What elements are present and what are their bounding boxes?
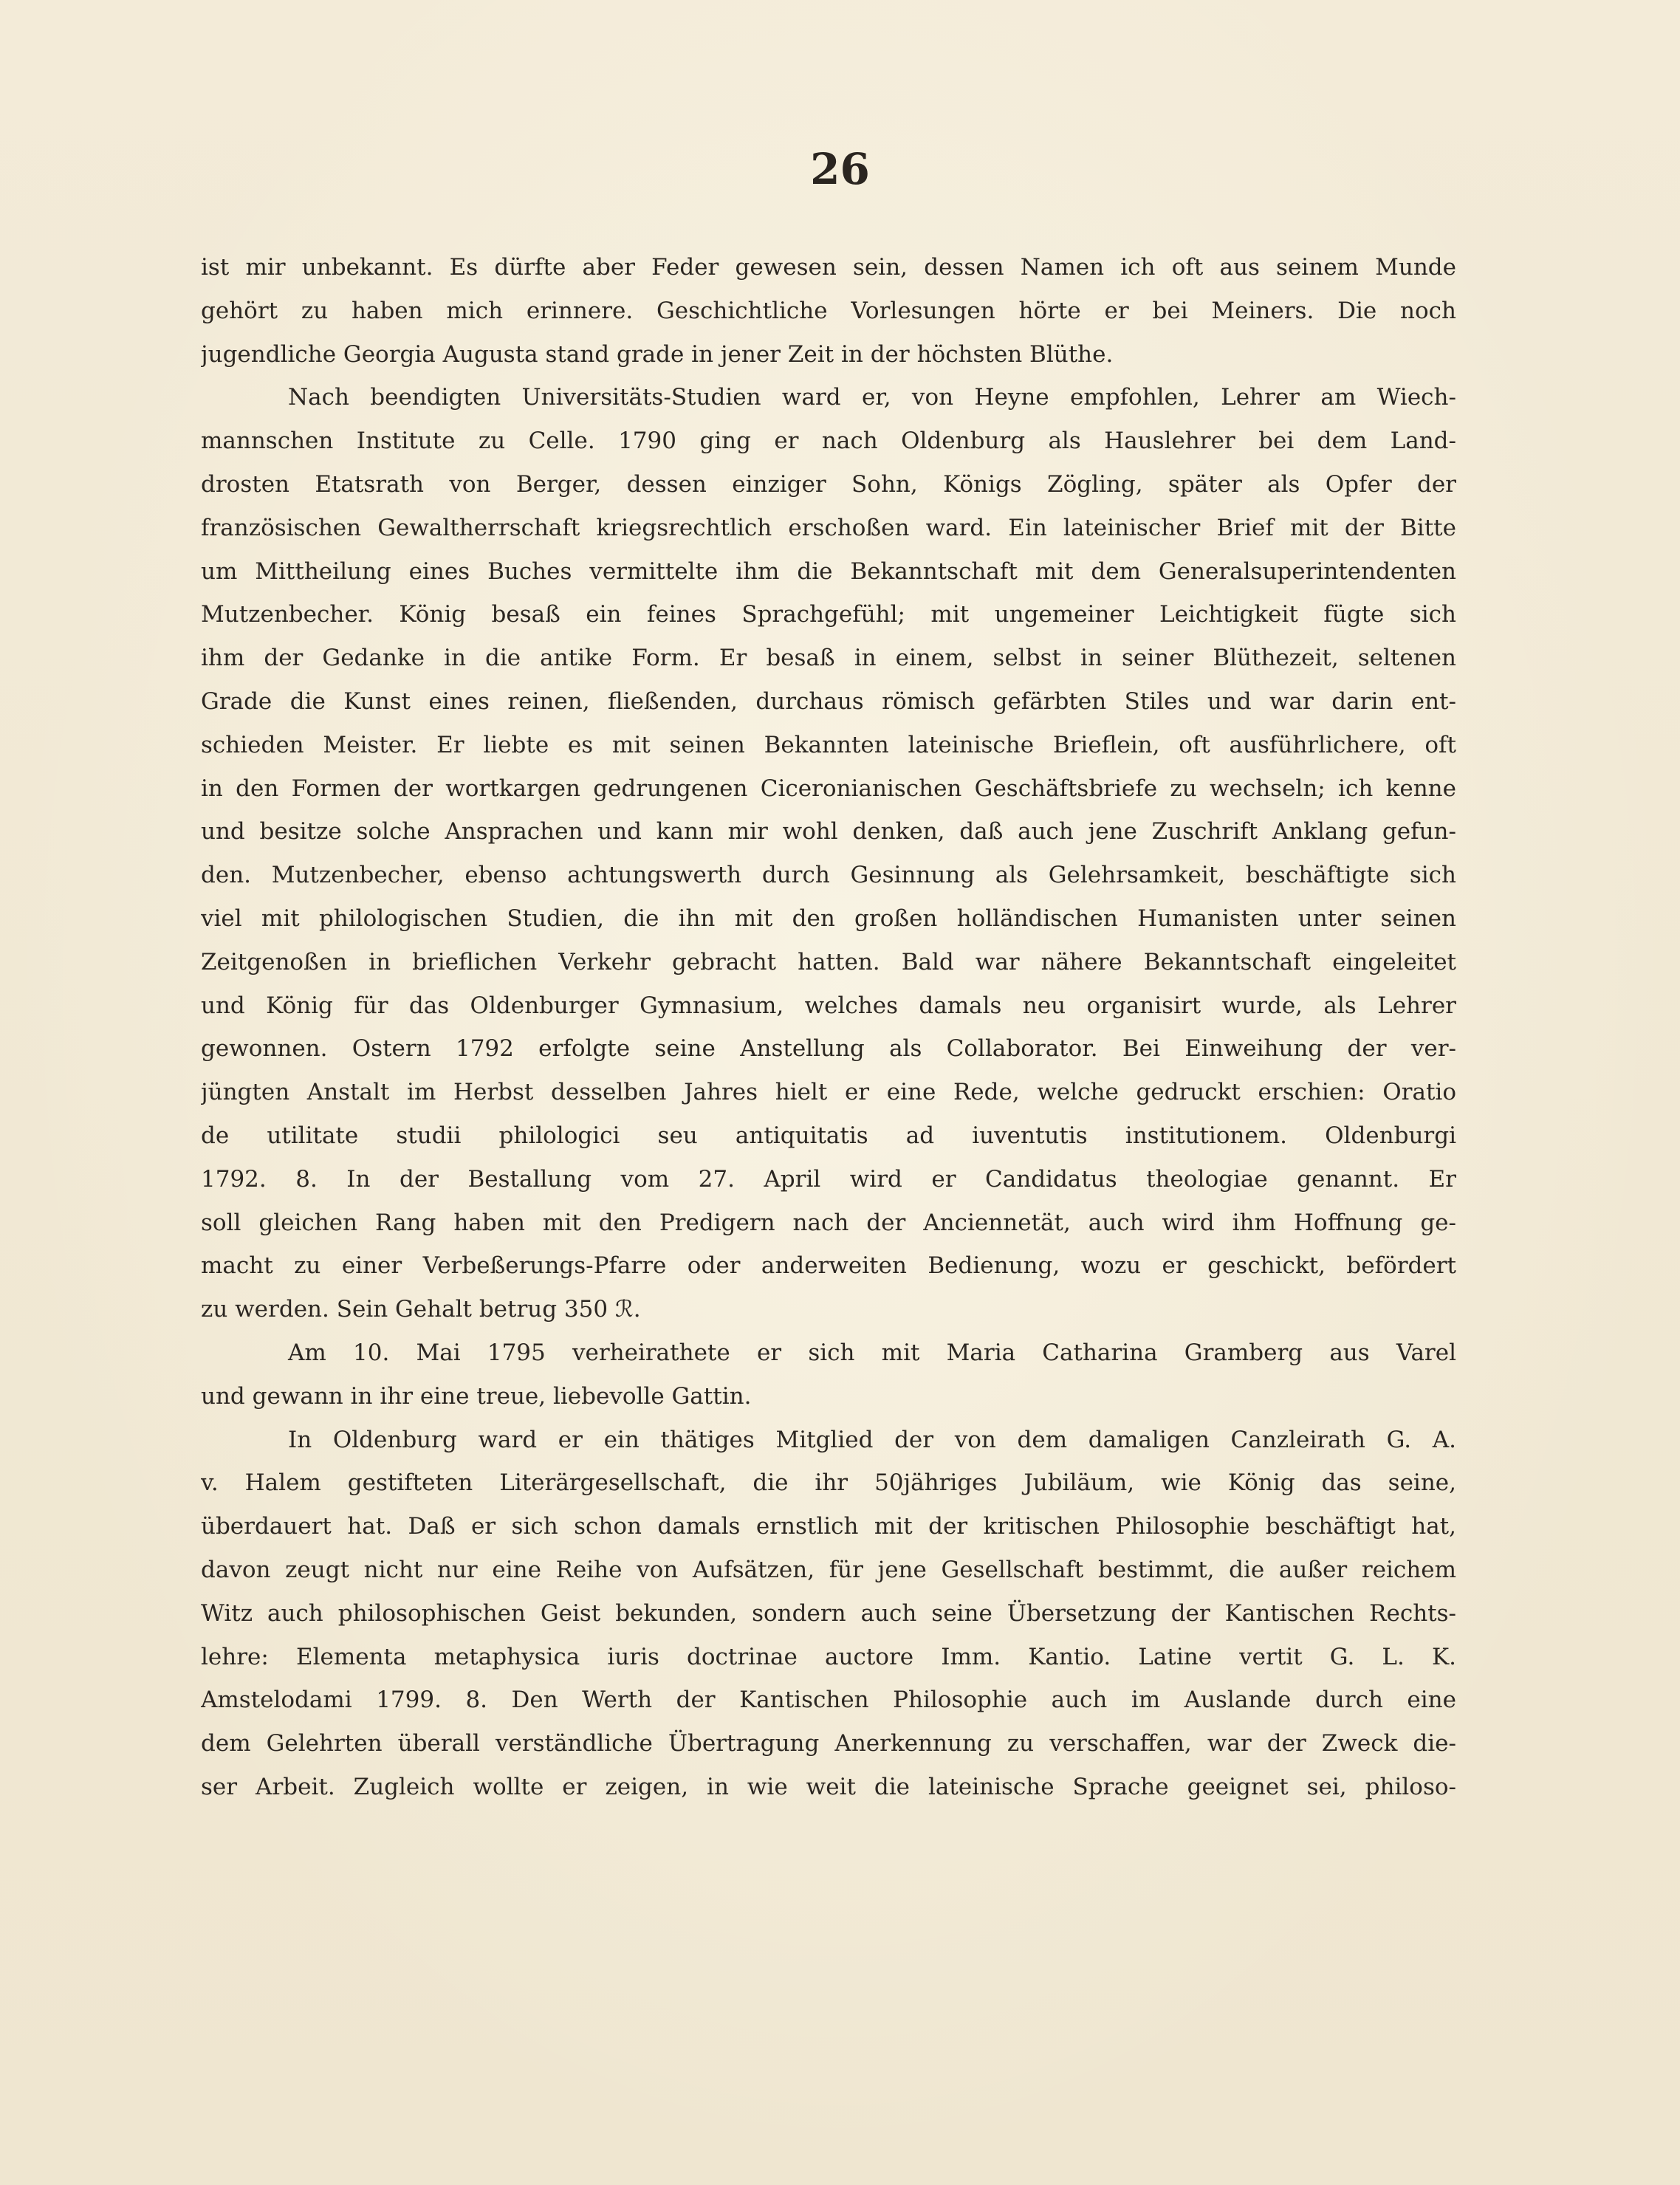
body-text <box>201 246 1456 1809</box>
text-line: jugendliche Georgia Augusta stand grade in jener Zeit in der höchsten Blüthe. <box>201 340 1114 368</box>
text-line: jüngten Anstalt im Herbst desselben Jahres hielt er eine Rede, welche gedruckt erschien: Oratio <box>201 1079 1456 1106</box>
text-line: und König für das Oldenburger Gymnasium, welches damals neu organisirt wurde, als Lehrer <box>201 992 1456 1019</box>
text-line: gehört zu haben mich erinnere. Geschichtliche Vorlesungen hörte er bei Meiners. Die noch <box>201 297 1456 324</box>
paragraph <box>201 1331 1456 1419</box>
text-line: und besitze solche Ansprachen und kann mir wohl denken, daß auch jene Zuschrift Anklang gefun- <box>201 818 1456 845</box>
paragraph <box>201 376 1456 1331</box>
text-line: Amstelodami 1799. 8. Den Werth der Kantischen Philosophie auch im Auslande durch eine <box>201 1687 1456 1714</box>
text-line: davon zeugt nicht nur eine Reihe von Aufsätzen, für jene Gesellschaft bestimmt, die außer reichem <box>201 1556 1456 1583</box>
text-line: lehre: Elementa metaphysica iuris doctrinae auctore Imm. Kantio. Latine vertit G. L. K. <box>201 1643 1456 1670</box>
text-line: Mutzenbecher. König besaß ein feines Sprachgefühl; mit ungemeiner Leichtigkeit fügte sich <box>201 601 1456 628</box>
text-line: überdauert hat. Daß er sich schon damals ernstlich mit der kritischen Philosophie beschäftigt hat, <box>201 1513 1456 1540</box>
text-line: In Oldenburg ward er ein thätiges Mitglied der von dem damaligen Canzleirath G. A. <box>288 1426 1456 1453</box>
text-line: schieden Meister. Er liebte es mit seinen Bekannten lateinische Brieflein, oft ausführlichere, oft <box>201 731 1456 758</box>
text-line: 1792. 8. In der Bestallung vom 27. April wird er Candidatus theologiae genannt. Er <box>201 1165 1456 1193</box>
text-line: französischen Gewaltherrschaft kriegsrechtlich erschoßen ward. Ein lateinischer Brief mit der Bitte <box>201 514 1456 541</box>
paragraph <box>201 1419 1456 1809</box>
text-line: mannschen Institute zu Celle. 1790 ging er nach Oldenburg als Hauslehrer bei dem Land- <box>201 428 1456 455</box>
text-line: soll gleichen Rang haben mit den Predigern nach der Anciennetät, auch wird ihm Hoffnung ge- <box>201 1209 1456 1236</box>
text-line: ihm der Gedanke in die antike Form. Er besaß in einem, selbst in seiner Blüthezeit, seltenen <box>201 645 1456 672</box>
text-line: ist mir unbekannt. Es dürfte aber Feder gewesen sein, dessen Namen ich oft aus seinem Munde <box>201 254 1456 281</box>
text-line: ser Arbeit. Zugleich wollte er zeigen, in wie weit die lateinische Sprache geeignet sei, philoso- <box>201 1773 1456 1800</box>
text-line: Am 10. Mai 1795 verheirathete er sich mit Maria Catharina Gramberg aus Varel <box>288 1339 1456 1366</box>
text-line: macht zu einer Verbeßerungs-Pfarre oder anderweiten Bedienung, wozu er geschickt, befördert <box>201 1252 1456 1280</box>
text-line: Nach beendigten Universitäts-Studien ward er, von Heyne empfohlen, Lehrer am Wiech- <box>288 384 1456 411</box>
text-line: in den Formen der wortkargen gedrungenen Ciceronianischen Geschäftsbriefe zu wechseln; ich kenne <box>201 775 1456 802</box>
text-line: um Mittheilung eines Buches vermittelte ihm die Bekanntschaft mit dem Generalsuperintendenten <box>201 558 1456 585</box>
text-line: Zeitgenoßen in brieflichen Verkehr gebracht hatten. Bald war nähere Bekanntschaft eingeleitet <box>201 948 1456 975</box>
text-line: drosten Etatsrath von Berger, dessen einziger Sohn, Königs Zögling, später als Opfer der <box>201 470 1456 498</box>
paragraph <box>201 246 1456 376</box>
text-line: viel mit philologischen Studien, die ihn mit den großen holländischen Humanisten unter seinen <box>201 905 1456 932</box>
text-line: de utilitate studii philologici seu antiquitatis ad iuventutis institutionem. Oldenburgi <box>201 1122 1456 1149</box>
page-number: 26 <box>810 144 870 194</box>
text-line: dem Gelehrten überall verständliche Übertragung Anerkennung zu verschaffen, war der Zweck die- <box>201 1730 1456 1757</box>
text-line: v. Halem gestifteten Literärgesellschaft, die ihr 50jähriges Jubiläum, wie König das seine, <box>201 1469 1456 1497</box>
text-line: den. Mutzenbecher, ebenso achtungswerth durch Gesinnung als Gelehrsamkeit, beschäftigte sich <box>201 862 1456 889</box>
text-line: und gewann in ihr eine treue, liebevolle Gattin. <box>201 1382 752 1410</box>
text-line: gewonnen. Ostern 1792 erfolgte seine Anstellung als Collaborator. Bei Einweihung der ver- <box>201 1035 1456 1063</box>
text-line: Grade die Kunst eines reinen, fließenden, durchaus römisch gefärbten Stiles und war darin ent- <box>201 687 1456 715</box>
text-line: Witz auch philosophischen Geist bekunden, sondern auch seine Übersetzung der Kantischen Rechts- <box>201 1599 1456 1627</box>
text-line: zu werden. Sein Gehalt betrug 350 ℛ. <box>201 1296 641 1323</box>
